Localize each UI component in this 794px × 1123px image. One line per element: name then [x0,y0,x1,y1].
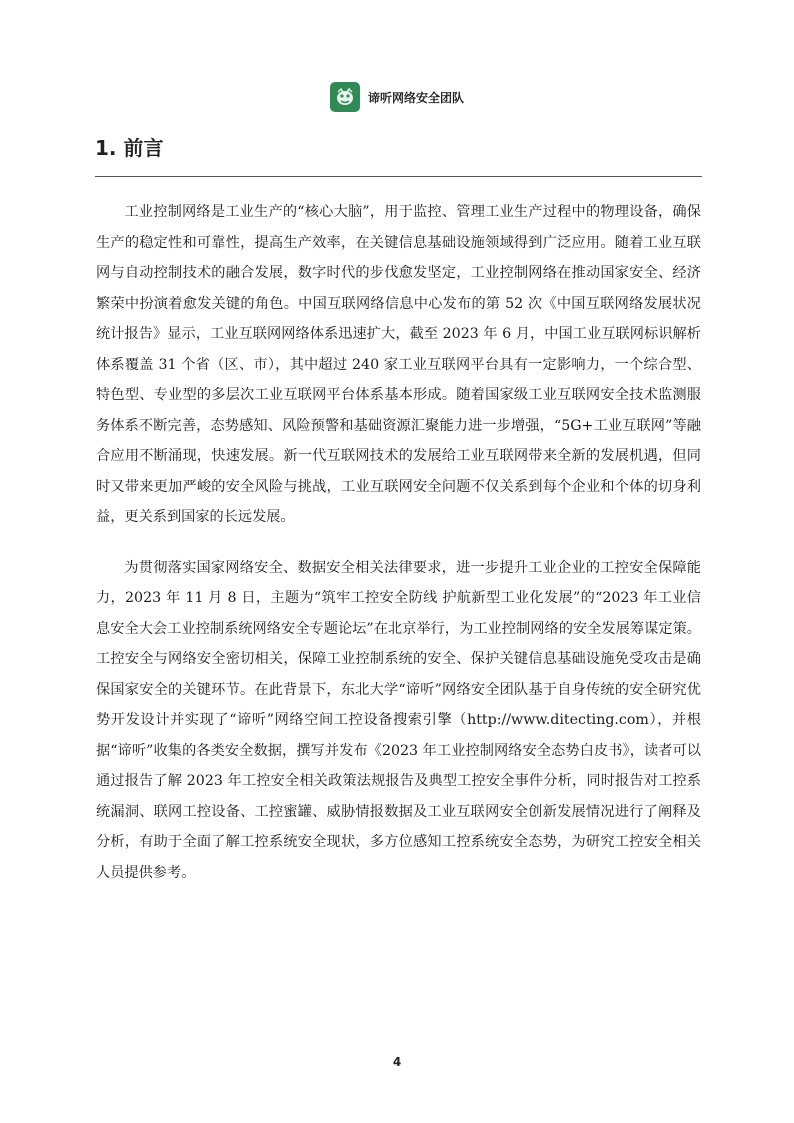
title-divider [95,176,702,177]
section-title: 1. 前言 [95,136,164,160]
body-text [96,197,701,908]
paragraph: 工业控制网络是工业生产的“核心大脑”，用于监控、管理工业生产过程中的物理设备，确保生产的稳定性和可靠性，提高生产效率，在关键信息基础设施领域得到广泛应用。随着工业互联网与自动控制技术的融合发展，数字时代的步伐愈发坚定，工业控制网络在推动国家安全、经济繁荣中扮演着愈发关键的角色。中国互联网络信息中心发布的第 52 次《中国互联网络发展状况统计报告》显示，工业互联网网络体系迅速扩大，截至 2023 年 6 月，中国工业互联网标识解析体系覆盖 31 个省（区、市），其中超过 240 家工业互联网平台具有一定影响力，一个综合型、特色型、专业型的多层次工业互联网平台体系基本形成。随着国家级工业互联网安全技术监测服务体系不断完善，态势感知、风险预警和基础资源汇聚能力进一步增强，“5G+工业互联网”等融合应用不断涌现，快速发展。新一代互联网技术的发展给工业互联网带来全新的发展机遇，但同时又带来更加严峻的安全风险与挑战，工业互联网安全问题不仅关系到每个企业和个体的切身利益，更关系到国家的长远发展。 [96,204,701,525]
page-number: 4 [392,1055,402,1069]
paragraph: 为贯彻落实国家网络安全、数据安全相关法律要求，进一步提升工业企业的工控安全保障能力，2023 年 11 月 8 日，主题为“筑牢工控安全防线 护航新型工业化发展”的“2023 年工业信息安全大会工业控制系统网络安全专题论坛”在北京举行，为工业控制网络的安全发展筹谋定策。工控安全与网络安全密切相关，保障工业控制系统的安全、保护关键信息基础设施免受攻击是确保国家安全的关键环节。在此背景下，东北大学“谛听”网络安全团队基于自身传统的安全研究优势开发设计并实现了“谛听”网络空间工控设备搜索引擎（http://www.ditecting.com），并根据“谛听”收集的各类安全数据，撰写并发布《2023 年工业控制网络安全态势白皮书》，读者可以通过报告了解 2023 年工控安全相关政策法规报告及典型工控安全事件分析，同时报告对工控系统漏洞、联网工控设备、工控蜜罐、威胁情报数据及工业互联网安全创新发展情况进行了阐释及分析，有助于全面了解工控系统安全现状，多方位感知工控系统安全态势，为研究工控安全相关人员提供参考。 [96,559,701,881]
header-team-name: 谛听网络安全团队 [367,90,464,105]
team-logo-icon [330,82,360,112]
page-header [0,82,794,112]
